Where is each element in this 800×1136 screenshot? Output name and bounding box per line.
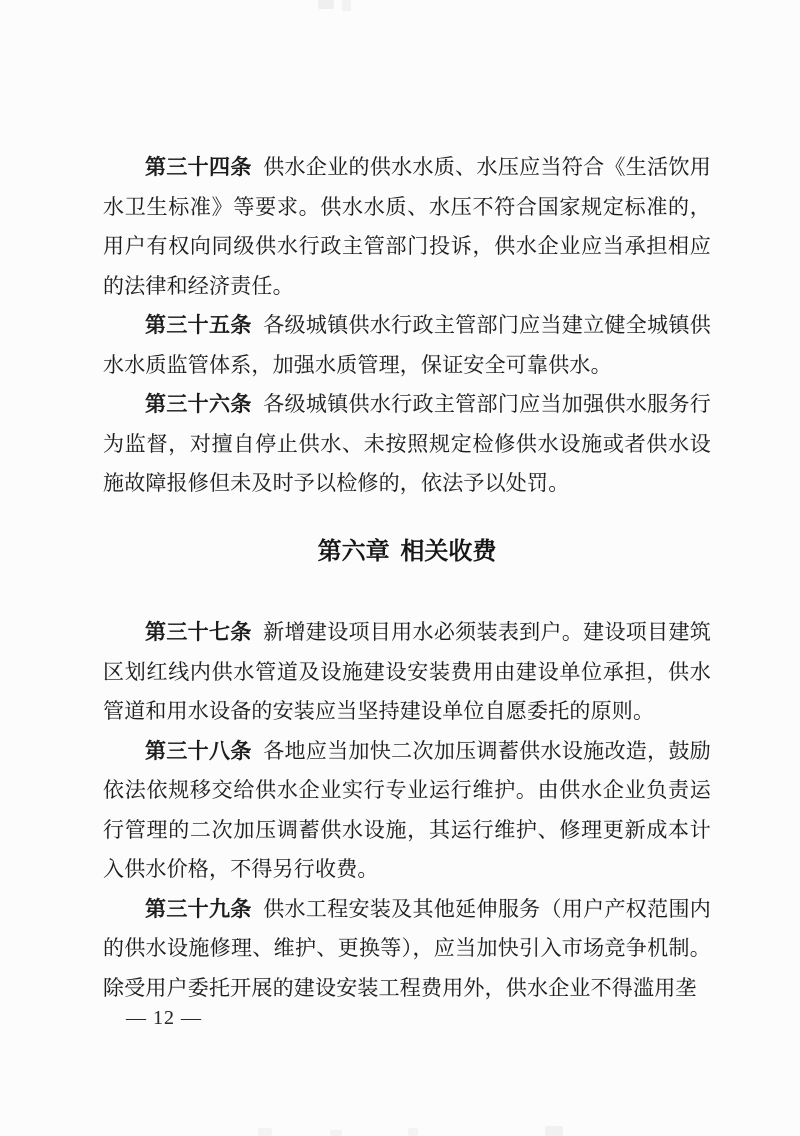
article-paragraph bbox=[103, 148, 711, 306]
article-number: 第三十六条 bbox=[145, 392, 252, 416]
article-paragraph bbox=[103, 732, 711, 890]
scan-artifact bbox=[330, 1130, 342, 1136]
scan-artifact bbox=[342, 0, 351, 11]
article-text: 供水企业的供水水质、水压应当符合《生活饮用水卫生标准》等要求。供水水质、水压不符合国家规定标准的，用户有权向同级供水行政主管部门投诉，供水企业应当承担相应的法律和经济责任。 bbox=[103, 155, 712, 298]
article-paragraph bbox=[103, 890, 711, 1009]
article-text: 供水工程安装及其他延伸服务（用户产权范围内的供水设施修理、维护、更换等），应当加快引入市场竞争机制。除受用户委托开展的建设安装工程费用外，供水企业不得滥用垄 bbox=[103, 896, 712, 1000]
article-paragraph bbox=[103, 306, 711, 385]
page-number: — 12 — bbox=[126, 1007, 202, 1029]
article-text: 各地应当加快二次加压调蓄供水设施改造，鼓励依法依规移交给供水企业实行专业运行维护。由供水企业负责运行管理的二次加压调蓄供水设施，其运行维护、修理更新成本计入供水价格，不得另行收费。 bbox=[103, 738, 712, 881]
article-number: 第三十四条 bbox=[145, 155, 252, 179]
article-text: 新增建设项目用水必须装表到户。建设项目建筑区划红线内供水管道及设施建设安装费用由建设单位承担，供水管道和用水设备的安装应当坚持建设单位自愿委托的原则。 bbox=[103, 620, 712, 723]
chapter-number: 第六章 bbox=[317, 537, 390, 565]
article-paragraph bbox=[103, 613, 711, 732]
scan-artifact bbox=[408, 1128, 418, 1136]
scan-artifact bbox=[318, 0, 334, 9]
scan-artifact bbox=[545, 1126, 563, 1136]
article-text: 各级城镇供水行政主管部门应当加强供水服务行为监督，对擅自停止供水、未按照规定检修供水设施或者供水设施故障报修但未及时予以检修的，依法予以处罚。 bbox=[103, 392, 712, 495]
article-number: 第三十七条 bbox=[145, 620, 252, 644]
scan-artifact bbox=[258, 1128, 272, 1136]
article-paragraph bbox=[103, 385, 711, 504]
document-body bbox=[103, 148, 711, 1008]
article-number: 第三十五条 bbox=[145, 313, 252, 337]
article-text: 各级城镇供水行政主管部门应当建立健全城镇供水水质监管体系，加强水质管理，保证安全可靠供水。 bbox=[103, 313, 712, 377]
article-number: 第三十九条 bbox=[145, 896, 252, 921]
chapter-heading bbox=[103, 532, 711, 572]
chapter-title: 相关收费 bbox=[400, 537, 497, 565]
article-number: 第三十八条 bbox=[145, 738, 252, 763]
